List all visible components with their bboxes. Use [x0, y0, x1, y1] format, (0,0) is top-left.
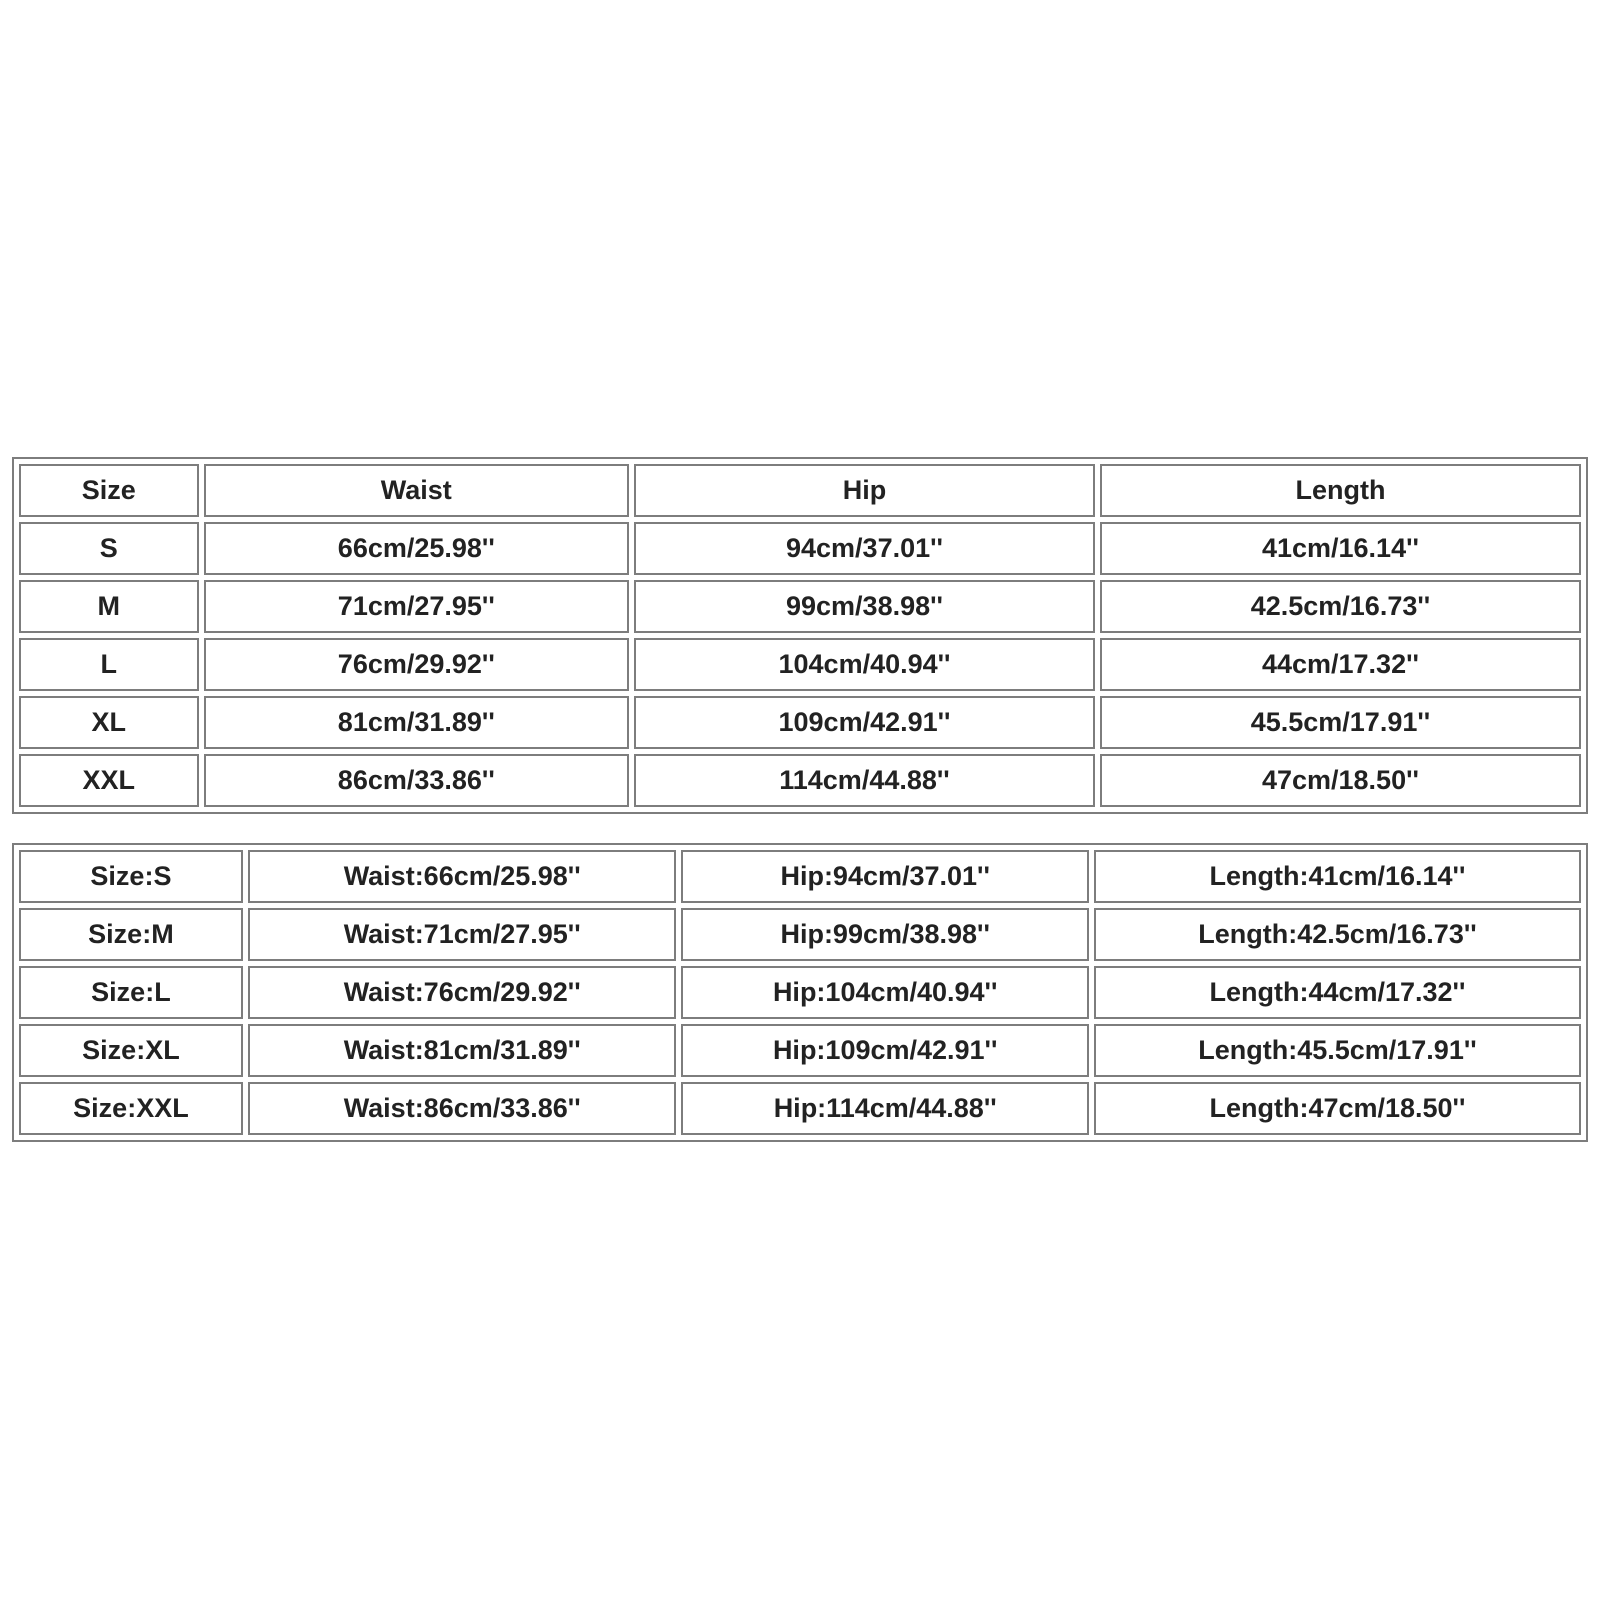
length-cell: 42.5cm/16.73'' [1100, 580, 1581, 633]
table-row [19, 966, 1581, 1019]
hip-cell: Hip:109cm/42.91'' [681, 1024, 1088, 1077]
size-cell: Size:S [19, 850, 243, 903]
hip-cell: 109cm/42.91'' [634, 696, 1095, 749]
table-header-row [19, 464, 1581, 517]
table-row [19, 754, 1581, 807]
length-cell: Length:42.5cm/16.73'' [1094, 908, 1581, 961]
size-cell: Size:L [19, 966, 243, 1019]
waist-cell: 76cm/29.92'' [204, 638, 630, 691]
waist-cell: Waist:81cm/31.89'' [248, 1024, 677, 1077]
waist-cell: Waist:71cm/27.95'' [248, 908, 677, 961]
hip-cell: Hip:104cm/40.94'' [681, 966, 1088, 1019]
size-cell: XXL [19, 754, 199, 807]
size-cell: Size:XL [19, 1024, 243, 1077]
waist-cell: 66cm/25.98'' [204, 522, 630, 575]
hip-cell: 104cm/40.94'' [634, 638, 1095, 691]
waist-cell: 81cm/31.89'' [204, 696, 630, 749]
waist-cell: Waist:86cm/33.86'' [248, 1082, 677, 1135]
header-cell-waist: Waist [204, 464, 630, 517]
header-cell-length: Length [1100, 464, 1581, 517]
table-row [19, 1082, 1581, 1135]
size-chart-table [12, 457, 1588, 814]
length-cell: 45.5cm/17.91'' [1100, 696, 1581, 749]
header-cell-size: Size [19, 464, 199, 517]
length-cell: 41cm/16.14'' [1100, 522, 1581, 575]
table-row [19, 696, 1581, 749]
table-row [19, 908, 1581, 961]
waist-cell: 86cm/33.86'' [204, 754, 630, 807]
waist-cell: Waist:66cm/25.98'' [248, 850, 677, 903]
table-row [19, 638, 1581, 691]
table-row [19, 1024, 1581, 1077]
table-row [19, 522, 1581, 575]
length-cell: 44cm/17.32'' [1100, 638, 1581, 691]
table-row [19, 850, 1581, 903]
size-chart-labeled-table [12, 843, 1588, 1142]
size-cell: XL [19, 696, 199, 749]
length-cell: Length:47cm/18.50'' [1094, 1082, 1581, 1135]
table-row [19, 580, 1581, 633]
length-cell: Length:45.5cm/17.91'' [1094, 1024, 1581, 1077]
hip-cell: 114cm/44.88'' [634, 754, 1095, 807]
size-cell: S [19, 522, 199, 575]
hip-cell: Hip:114cm/44.88'' [681, 1082, 1088, 1135]
header-cell-hip: Hip [634, 464, 1095, 517]
hip-cell: Hip:99cm/38.98'' [681, 908, 1088, 961]
size-cell: Size:M [19, 908, 243, 961]
size-cell: Size:XXL [19, 1082, 243, 1135]
hip-cell: 99cm/38.98'' [634, 580, 1095, 633]
size-cell: M [19, 580, 199, 633]
length-cell: Length:41cm/16.14'' [1094, 850, 1581, 903]
hip-cell: Hip:94cm/37.01'' [681, 850, 1088, 903]
size-cell: L [19, 638, 199, 691]
waist-cell: Waist:76cm/29.92'' [248, 966, 677, 1019]
waist-cell: 71cm/27.95'' [204, 580, 630, 633]
hip-cell: 94cm/37.01'' [634, 522, 1095, 575]
length-cell: Length:44cm/17.32'' [1094, 966, 1581, 1019]
length-cell: 47cm/18.50'' [1100, 754, 1581, 807]
